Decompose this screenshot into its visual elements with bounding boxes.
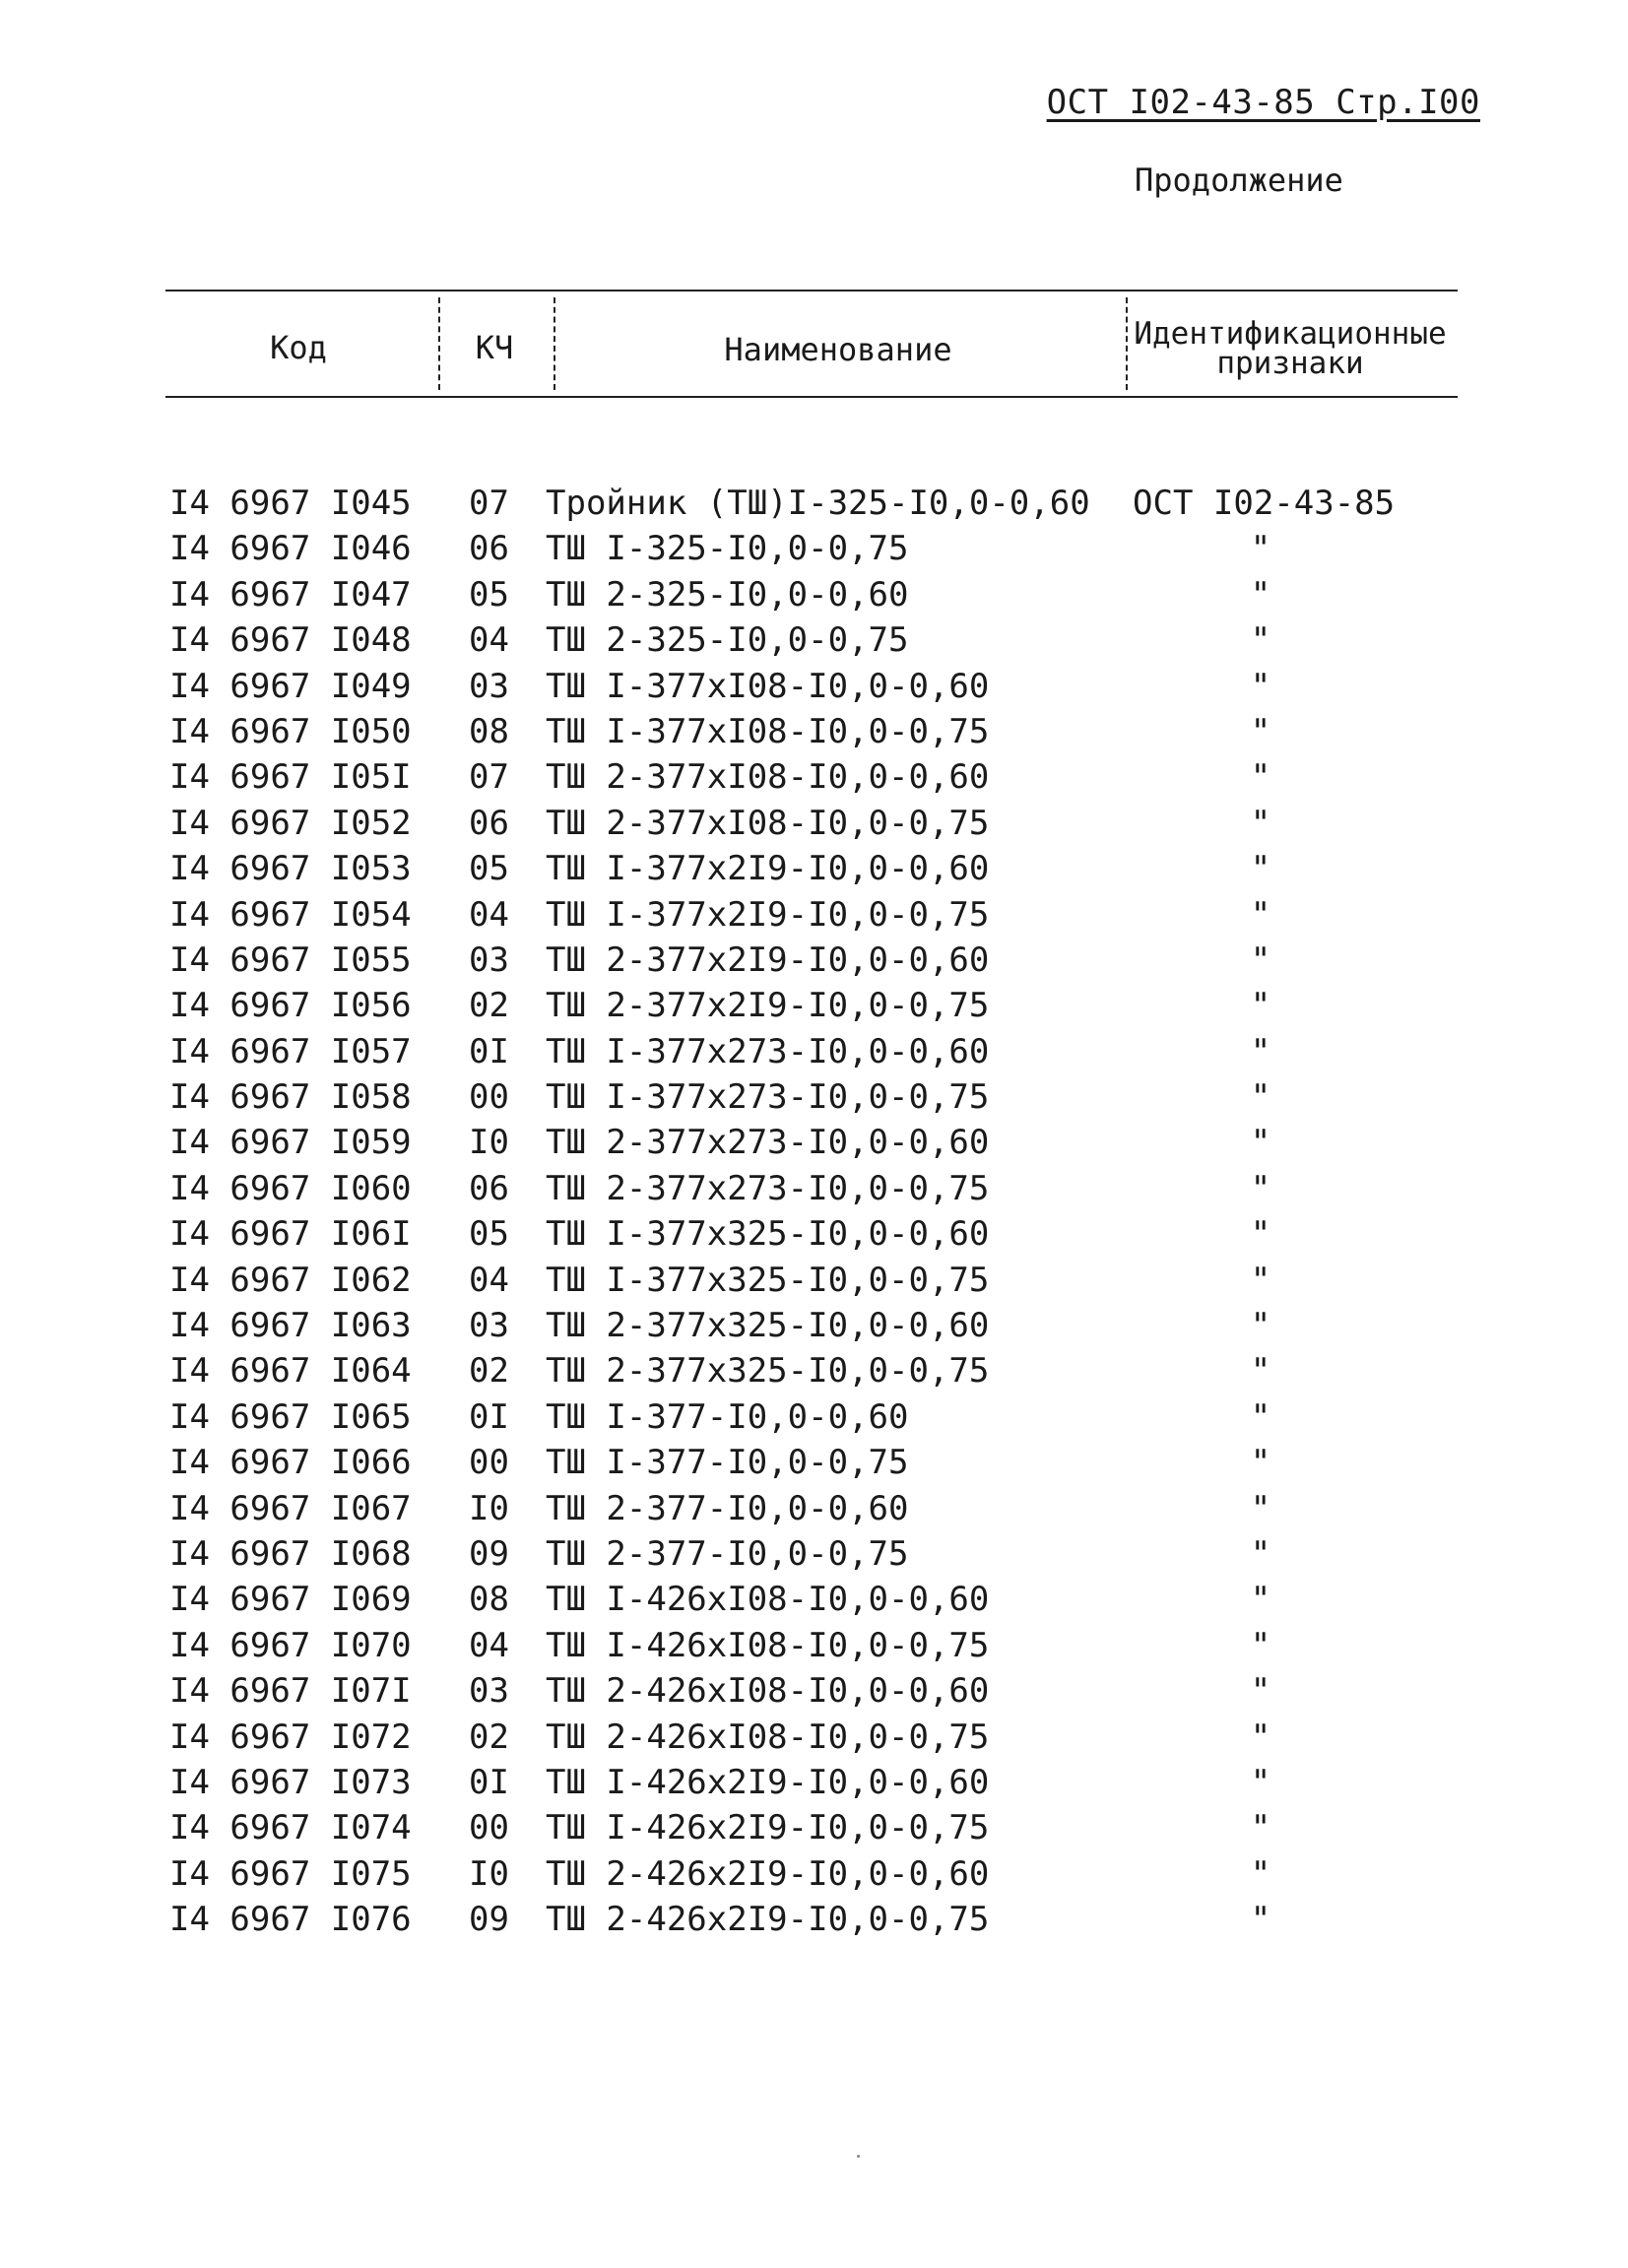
cell-name: ТШ 2-377хI08-I0,0-0,75 bbox=[546, 803, 990, 843]
cell-kch: 0I bbox=[469, 1762, 509, 1802]
cell-ident: " bbox=[1250, 1488, 1271, 1528]
cell-ident: " bbox=[1250, 1077, 1271, 1118]
cell-ident: " bbox=[1250, 1625, 1271, 1665]
cell-code: I4 6967 I065 bbox=[169, 1396, 412, 1437]
table-row bbox=[0, 617, 1628, 663]
cell-name: ТШ 2-377х325-I0,0-0,60 bbox=[546, 1306, 990, 1346]
cell-kch: 08 bbox=[469, 711, 509, 751]
cell-ident: " bbox=[1250, 1214, 1271, 1255]
cell-name: ТШ I-426х2I9-I0,0-0,60 bbox=[546, 1762, 990, 1802]
cell-code: I4 6967 I046 bbox=[169, 529, 412, 569]
table-row bbox=[0, 1623, 1628, 1668]
table-row bbox=[0, 892, 1628, 938]
cell-ident: " bbox=[1250, 1031, 1271, 1071]
column-header-ident bbox=[1123, 316, 1458, 381]
cell-name: ТШ I-377хI08-I0,0-0,75 bbox=[546, 711, 990, 751]
cell-code: I4 6967 I047 bbox=[169, 574, 412, 615]
cell-kch: 06 bbox=[469, 529, 509, 569]
cell-name: ТШ I-377-I0,0-0,75 bbox=[546, 1443, 909, 1483]
cell-ident: " bbox=[1250, 894, 1271, 935]
cell-ident: " bbox=[1250, 1396, 1271, 1437]
cell-name: ТШ 2-426хI08-I0,0-0,60 bbox=[546, 1671, 990, 1712]
cell-kch: 04 bbox=[469, 1625, 509, 1665]
table-row bbox=[0, 938, 1628, 983]
cell-ident: " bbox=[1250, 1168, 1271, 1208]
cell-name: ТШ 2-325-I0,0-0,60 bbox=[546, 574, 909, 615]
cell-kch: 04 bbox=[469, 620, 509, 661]
table-body bbox=[0, 481, 1628, 1943]
cell-code: I4 6967 I054 bbox=[169, 894, 412, 935]
cell-ident: " bbox=[1250, 1762, 1271, 1802]
cell-ident: " bbox=[1250, 1900, 1271, 1940]
cell-name: ТШ 2-377х2I9-I0,0-0,60 bbox=[546, 940, 990, 980]
cell-ident: " bbox=[1250, 620, 1271, 661]
cell-kch: 03 bbox=[469, 940, 509, 980]
cell-name: ТШ I-426х2I9-I0,0-0,75 bbox=[546, 1808, 990, 1848]
cell-code: I4 6967 I053 bbox=[169, 849, 412, 889]
table-row bbox=[0, 1120, 1628, 1165]
continuation-label: Продолжение bbox=[1135, 162, 1343, 199]
cell-code: I4 6967 I066 bbox=[169, 1443, 412, 1483]
cell-kch: 02 bbox=[469, 986, 509, 1026]
cell-kch: 07 bbox=[469, 484, 509, 523]
cell-code: I4 6967 I074 bbox=[169, 1808, 412, 1848]
column-separator-2 bbox=[554, 297, 555, 390]
cell-name: ТШ 2-426хI08-I0,0-0,75 bbox=[546, 1717, 990, 1757]
cell-kch: 02 bbox=[469, 1717, 509, 1757]
cell-name: ТШ 2-377х325-I0,0-0,75 bbox=[546, 1351, 990, 1392]
cell-ident: " bbox=[1250, 986, 1271, 1026]
cell-kch: 06 bbox=[469, 1168, 509, 1208]
cell-name: ТШ 2-377-I0,0-0,75 bbox=[546, 1533, 909, 1574]
cell-kch: I0 bbox=[469, 1488, 509, 1528]
cell-ident: " bbox=[1250, 1808, 1271, 1848]
cell-name: ТШ I-426хI08-I0,0-0,75 bbox=[546, 1625, 990, 1665]
cell-ident: " bbox=[1250, 529, 1271, 569]
cell-ident: ОСТ I02-43-85 bbox=[1133, 484, 1396, 523]
column-header-kch: КЧ bbox=[475, 329, 514, 366]
cell-kch: 03 bbox=[469, 666, 509, 706]
cell-kch: 0I bbox=[469, 1031, 509, 1071]
cell-kch: I0 bbox=[469, 1853, 509, 1894]
cell-name: ТШ 2-377-I0,0-0,60 bbox=[546, 1488, 909, 1528]
cell-kch: 00 bbox=[469, 1077, 509, 1118]
cell-ident: " bbox=[1250, 1306, 1271, 1346]
table-row bbox=[0, 526, 1628, 571]
table-row bbox=[0, 1303, 1628, 1348]
cell-code: I4 6967 I075 bbox=[169, 1853, 412, 1894]
cell-kch: 00 bbox=[469, 1443, 509, 1483]
table-row bbox=[0, 1851, 1628, 1897]
cell-ident: " bbox=[1250, 1717, 1271, 1757]
cell-code: I4 6967 I052 bbox=[169, 803, 412, 843]
cell-kch: 03 bbox=[469, 1306, 509, 1346]
cell-code: I4 6967 I068 bbox=[169, 1533, 412, 1574]
cell-name: ТШ I-377хI08-I0,0-0,60 bbox=[546, 666, 990, 706]
cell-name: ТШ I-377-I0,0-0,60 bbox=[546, 1396, 909, 1437]
column-separator-1 bbox=[438, 297, 440, 390]
table-row bbox=[0, 1258, 1628, 1303]
cell-ident: " bbox=[1250, 1351, 1271, 1392]
cell-name: ТШ 2-377хI08-I0,0-0,60 bbox=[546, 757, 990, 798]
table-row bbox=[0, 801, 1628, 846]
table-top-rule bbox=[165, 290, 1458, 292]
cell-ident: " bbox=[1250, 757, 1271, 798]
cell-kch: 00 bbox=[469, 1808, 509, 1848]
cell-kch: I0 bbox=[469, 1123, 509, 1163]
cell-code: I4 6967 I05I bbox=[169, 757, 412, 798]
table-row bbox=[0, 1715, 1628, 1760]
cell-name: ТШ 2-426х2I9-I0,0-0,75 bbox=[546, 1900, 990, 1940]
cell-code: I4 6967 I055 bbox=[169, 940, 412, 980]
column-header-ident-line2: признаки bbox=[1216, 346, 1364, 381]
cell-code: I4 6967 I064 bbox=[169, 1351, 412, 1392]
cell-code: I4 6967 I07I bbox=[169, 1671, 412, 1712]
cell-name: ТШ 2-377х273-I0,0-0,60 bbox=[546, 1123, 990, 1163]
table-row bbox=[0, 709, 1628, 754]
cell-ident: " bbox=[1250, 711, 1271, 751]
cell-ident: " bbox=[1250, 1260, 1271, 1300]
table-row bbox=[0, 983, 1628, 1028]
cell-kch: 06 bbox=[469, 803, 509, 843]
cell-kch: 05 bbox=[469, 849, 509, 889]
table-row bbox=[0, 1440, 1628, 1485]
cell-ident: " bbox=[1250, 1853, 1271, 1894]
cell-code: I4 6967 I062 bbox=[169, 1260, 412, 1300]
cell-kch: 04 bbox=[469, 894, 509, 935]
cell-kch: 02 bbox=[469, 1351, 509, 1392]
cell-name: ТШ I-325-I0,0-0,75 bbox=[546, 529, 909, 569]
cell-ident: " bbox=[1250, 574, 1271, 615]
table-row bbox=[0, 1531, 1628, 1577]
table-row bbox=[0, 1577, 1628, 1622]
cell-code: I4 6967 I072 bbox=[169, 1717, 412, 1757]
table-row bbox=[0, 1074, 1628, 1120]
page-reference: ОСТ I02-43-85 Стр.I00 bbox=[1046, 83, 1480, 122]
cell-name: ТШ I-377х273-I0,0-0,60 bbox=[546, 1031, 990, 1071]
cell-kch: 03 bbox=[469, 1671, 509, 1712]
cell-kch: 05 bbox=[469, 1214, 509, 1255]
scan-speck bbox=[857, 2155, 860, 2158]
cell-code: I4 6967 I049 bbox=[169, 666, 412, 706]
cell-kch: 04 bbox=[469, 1260, 509, 1300]
cell-code: I4 6967 I069 bbox=[169, 1580, 412, 1620]
cell-ident: " bbox=[1250, 803, 1271, 843]
table-row bbox=[0, 481, 1628, 526]
cell-name: ТШ I-377х325-I0,0-0,60 bbox=[546, 1214, 990, 1255]
cell-code: I4 6967 I045 bbox=[169, 484, 412, 523]
column-header-ident-line1: Идентификационные bbox=[1134, 316, 1447, 352]
cell-code: I4 6967 I076 bbox=[169, 1900, 412, 1940]
cell-kch: 09 bbox=[469, 1900, 509, 1940]
cell-kch: 08 bbox=[469, 1580, 509, 1620]
cell-ident: " bbox=[1250, 1671, 1271, 1712]
cell-code: I4 6967 I048 bbox=[169, 620, 412, 661]
table-row bbox=[0, 1348, 1628, 1393]
table-row bbox=[0, 1486, 1628, 1531]
cell-code: I4 6967 I056 bbox=[169, 986, 412, 1026]
cell-name: ТШ I-377х273-I0,0-0,75 bbox=[546, 1077, 990, 1118]
table-row bbox=[0, 1760, 1628, 1805]
table-row bbox=[0, 1166, 1628, 1211]
cell-name: ТШ 2-426х2I9-I0,0-0,60 bbox=[546, 1853, 990, 1894]
cell-kch: 0I bbox=[469, 1396, 509, 1437]
cell-ident: " bbox=[1250, 1123, 1271, 1163]
table-row bbox=[0, 1805, 1628, 1850]
cell-code: I4 6967 I060 bbox=[169, 1168, 412, 1208]
cell-kch: 09 bbox=[469, 1533, 509, 1574]
cell-name: Тройник (ТШ)I-325-I0,0-0,60 bbox=[546, 484, 1090, 523]
cell-ident: " bbox=[1250, 940, 1271, 980]
cell-name: ТШ 2-377х2I9-I0,0-0,75 bbox=[546, 986, 990, 1026]
cell-name: ТШ I-377х2I9-I0,0-0,75 bbox=[546, 894, 990, 935]
cell-code: I4 6967 I073 bbox=[169, 1762, 412, 1802]
cell-code: I4 6967 I06I bbox=[169, 1214, 412, 1255]
column-header-code: Код bbox=[270, 329, 327, 366]
table-row bbox=[0, 1897, 1628, 1942]
cell-code: I4 6967 I067 bbox=[169, 1488, 412, 1528]
cell-kch: 07 bbox=[469, 757, 509, 798]
table-row bbox=[0, 572, 1628, 617]
cell-ident: " bbox=[1250, 1580, 1271, 1620]
cell-name: ТШ 2-325-I0,0-0,75 bbox=[546, 620, 909, 661]
cell-name: ТШ I-377х325-I0,0-0,75 bbox=[546, 1260, 990, 1300]
cell-code: I4 6967 I063 bbox=[169, 1306, 412, 1346]
table-row bbox=[0, 1029, 1628, 1074]
table-row bbox=[0, 1668, 1628, 1714]
table-row bbox=[0, 664, 1628, 709]
cell-ident: " bbox=[1250, 1533, 1271, 1574]
cell-name: ТШ 2-377х273-I0,0-0,75 bbox=[546, 1168, 990, 1208]
cell-name: ТШ I-377х2I9-I0,0-0,60 bbox=[546, 849, 990, 889]
cell-ident: " bbox=[1250, 849, 1271, 889]
table-row bbox=[0, 1211, 1628, 1257]
table-header-bottom-rule bbox=[165, 396, 1458, 398]
cell-ident: " bbox=[1250, 1443, 1271, 1483]
table-row bbox=[0, 846, 1628, 891]
cell-kch: 05 bbox=[469, 574, 509, 615]
table-row bbox=[0, 1394, 1628, 1440]
table-row bbox=[0, 754, 1628, 800]
cell-ident: " bbox=[1250, 666, 1271, 706]
cell-code: I4 6967 I050 bbox=[169, 711, 412, 751]
cell-code: I4 6967 I070 bbox=[169, 1625, 412, 1665]
cell-code: I4 6967 I057 bbox=[169, 1031, 412, 1071]
cell-code: I4 6967 I059 bbox=[169, 1123, 412, 1163]
cell-code: I4 6967 I058 bbox=[169, 1077, 412, 1118]
cell-name: ТШ I-426хI08-I0,0-0,60 bbox=[546, 1580, 990, 1620]
column-header-name: Наименование bbox=[724, 331, 952, 368]
